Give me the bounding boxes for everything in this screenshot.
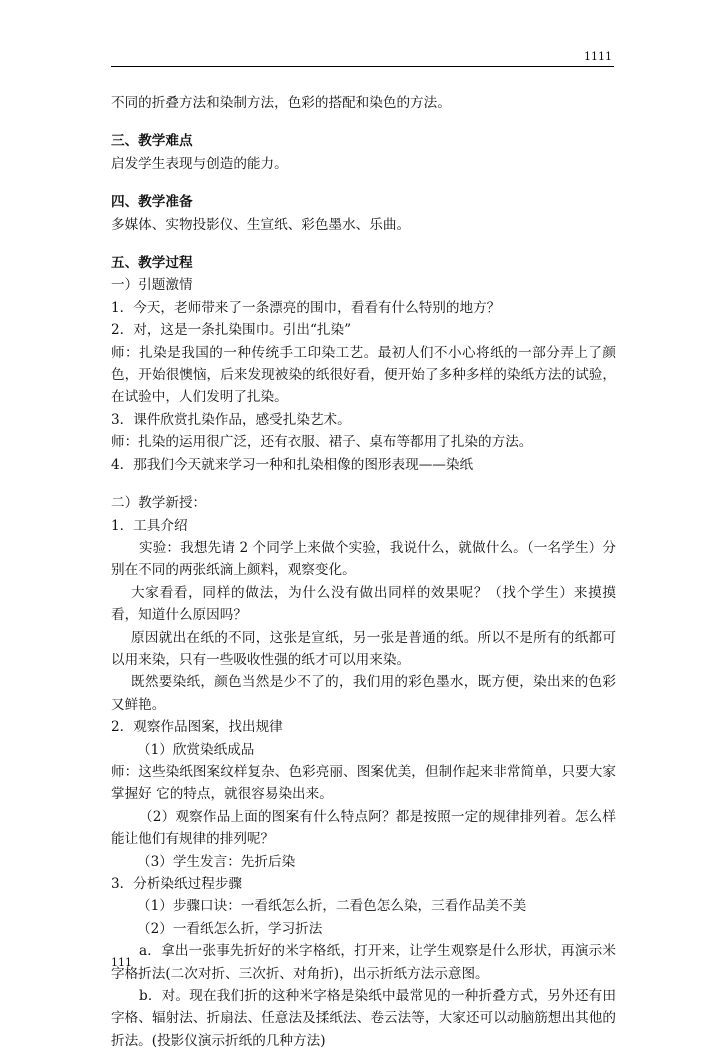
paragraph: 1．工具介绍 — [111, 517, 188, 534]
paragraph: 既然要染纸，颜色当然是少不了的，我们用的彩色墨水，既方便，染出来的色彩又鲜艳。 — [111, 674, 616, 713]
subsection-heading: 一）引题激情 — [111, 277, 193, 294]
section-heading-process: 五、教学过程 — [111, 255, 193, 272]
paragraph: （1）欣赏染纸成品 — [137, 741, 255, 758]
paragraph: 2．对，这是一条扎染围巾。引出“扎染” — [111, 322, 352, 339]
paragraph: 师：扎染是我国的一种传统手工印染工艺。最初人们不小心将纸的一部分弄上了颜色，开始很懊恼，后来发现被染的纸很好看，便开始了多种多样的染纸方法的试验，在试验中，人们发明了扎染。 — [111, 344, 616, 406]
paragraph: 实验：我想先请 2 个同学上来做个实验，我说什么，就做什么。（一名学生）分别在不同的两张纸滴上颜料，观察变化。 — [111, 539, 616, 579]
paragraph: 大家看看，同样的做法，为什么没有做出同样的效果呢？（找个学生）来摸摸看，知道什么原因吗？ — [111, 584, 616, 624]
paragraph: 4．那我们今天就来学习一种和扎染相像的图形表现——染纸 — [111, 456, 474, 473]
paragraph: （3）学生发言：先折后染 — [137, 853, 296, 870]
section-heading-preparation: 四、教学准备 — [111, 194, 193, 211]
paragraph: （2）观察作品上面的图案有什么特点阿？都是按照一定的规律排列着。怎么样能让他们有规律的排列呢？ — [111, 808, 616, 848]
paragraph: 3．课件欣赏扎染作品，感受扎染艺术。 — [111, 411, 351, 428]
paragraph: 2．观察作品图案，找出规律 — [111, 719, 283, 736]
paragraph: 不同的折叠方法和染制方法，色彩的搭配和染色的方法。 — [111, 95, 451, 111]
paragraph: （1）步骤口诀：一看纸怎么折，二看色怎么染，三看作品美不美 — [137, 898, 527, 915]
paragraph: 3．分析染纸过程步骤 — [111, 876, 242, 892]
header-divider — [111, 66, 614, 67]
paragraph: 启发学生表现与创造的能力。 — [111, 155, 288, 172]
document-body — [111, 92, 616, 1052]
paragraph: 原因就出在纸的不同，这张是宣纸，另一张是普通的纸。所以不是所有的纸都可以用来染，只有一些吸收性强的纸才可以用来染。 — [111, 629, 616, 668]
paragraph: 多媒体、实物投影仪、生宣纸、彩色墨水、乐曲。 — [111, 216, 411, 233]
paragraph: （2）一看纸怎么折，学习折法 — [137, 920, 323, 937]
subsection-heading: 二）教学新授： — [111, 495, 207, 512]
footer-page-number: 111 — [111, 956, 132, 969]
paragraph: 师：这些染纸图案纹样复杂、色彩亮丽、图案优美，但制作起来非常简单，只要大家掌握好 它的特点，就很容易染出来。 — [111, 763, 616, 803]
paragraph: a．拿出一张事先折好的米字格纸，打开来，让学生观察是什么形状，再演示米字格折法(二次对折、三次折、对角折)，出示折纸方法示意图。 — [111, 943, 616, 982]
paragraph: 1．今天，老师带来了一条漂亮的围巾，看看有什么特别的地方？ — [111, 299, 501, 316]
paragraph: b．对。现在我们折的这种米字格是染纸中最常见的一种折叠方式，另外还有田字格、辐射法、折扇法、任意法及揉纸法、卷云法等，大家还可以动脑筋想出其他的折法。(投影仪演示折纸的几种方法) — [111, 988, 616, 1049]
paragraph: 师：扎染的运用很广泛，还有衣服、裙子、桌布等都用了扎染的方法。 — [111, 434, 533, 451]
section-heading-difficulty: 三、教学难点 — [111, 133, 193, 150]
header-page-number: 1111 — [584, 50, 612, 63]
